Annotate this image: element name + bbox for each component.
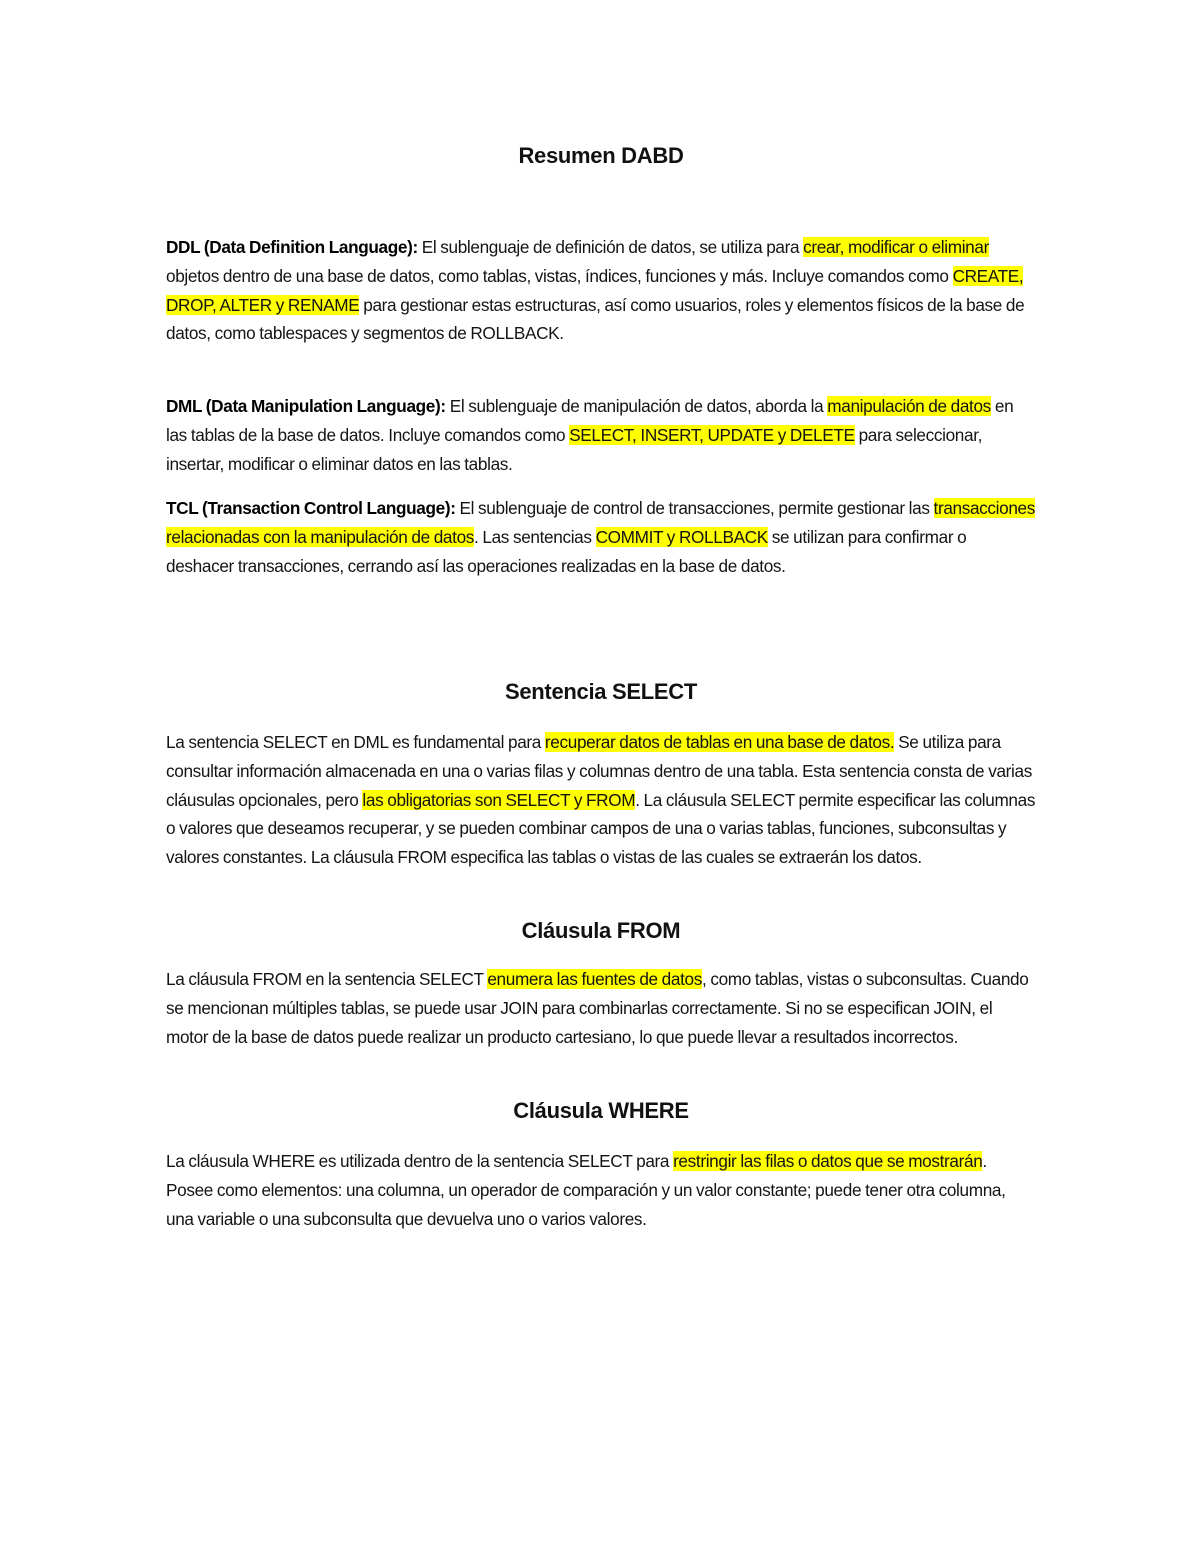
text: El sublenguaje de manipulación de datos, aborda la bbox=[445, 396, 828, 416]
text: para gestionar estas estructuras, así como usuarios, roles y elementos físicos de la base de datos, como tablespaces y segmentos de ROLLBACK. bbox=[166, 294, 1025, 344]
text: , como tablas, vistas o subconsultas. Cuando se mencionan múltiples tablas, se puede usar JOIN para combinarlas correctamente. Si no se especifican JOIN, el motor de la base de datos puede realizar un producto cartesiano, lo que puede llevar a resultados incorrectos. bbox=[166, 969, 1029, 1047]
text: Se utiliza para consultar información almacenada en una o varias filas y columnas dentro de una tabla. Esta sentencia consta de varias cláusulas opcionales, pero bbox=[166, 732, 1032, 810]
highlighted-text: restringir las filas o datos que se mostrarán bbox=[673, 1151, 983, 1171]
text: . Las sentencias bbox=[474, 526, 596, 547]
highlighted-text: crear, modificar o eliminar bbox=[803, 237, 989, 257]
text: para seleccionar, insertar, modificar o eliminar datos en las tablas. bbox=[166, 424, 983, 474]
term-tcl: TCL (Transaction Control Language): bbox=[166, 498, 456, 518]
highlighted-text: CREATE, DROP, ALTER y RENAME bbox=[166, 265, 1024, 315]
text: en las tablas de la base de datos. Incluye comandos como bbox=[166, 396, 1014, 445]
highlighted-text: manipulación de datos bbox=[827, 396, 991, 416]
paragraph-select bbox=[166, 728, 1036, 872]
paragraph-ddl bbox=[166, 233, 1036, 348]
text: El sublenguaje de definición de datos, se utiliza para bbox=[417, 237, 804, 257]
heading-clausula-where: Cláusula WHERE bbox=[513, 1098, 689, 1123]
heading-clausula-from: Cláusula FROM bbox=[521, 918, 681, 943]
text: se utilizan para confirmar o deshacer transacciones, cerrando así las operaciones realizadas en la base de datos. bbox=[166, 526, 967, 576]
heading-sentencia-select: Sentencia SELECT bbox=[504, 679, 698, 704]
paragraph-where bbox=[166, 1147, 1036, 1233]
text: La sentencia SELECT en DML es fundamental para bbox=[166, 732, 545, 752]
text: La cláusula FROM en la sentencia SELECT bbox=[166, 969, 488, 989]
text: La cláusula WHERE es utilizada dentro de la sentencia SELECT para bbox=[166, 1151, 674, 1171]
paragraph-from bbox=[166, 965, 1036, 1051]
highlighted-text: SELECT, INSERT, UPDATE y DELETE bbox=[569, 424, 855, 445]
paragraph-dml bbox=[166, 392, 1036, 478]
text: El sublenguaje de control de transacciones, permite gestionar las bbox=[455, 498, 934, 518]
highlighted-text: las obligatorias son SELECT y FROM bbox=[362, 789, 636, 810]
highlighted-text: enumera las fuentes de datos bbox=[487, 969, 702, 989]
highlighted-text: COMMIT y ROLLBACK bbox=[595, 526, 768, 547]
page-title: Resumen DABD bbox=[518, 143, 684, 168]
text: . La cláusula SELECT permite especificar las columnas o valores que deseamos recuperar, y se pueden combinar campos de una o varias tablas, funciones, subconsultas y valores constantes. La cláusula FROM especifica las tablas o vistas de las cuales se extraerán los datos. bbox=[166, 789, 1036, 868]
paragraph-tcl bbox=[166, 494, 1036, 580]
text: objetos dentro de una base de datos, como tablas, vistas, índices, funciones y más. Incluye comandos como bbox=[166, 265, 953, 286]
term-ddl: DDL (Data Definition Language): bbox=[166, 237, 418, 257]
highlighted-text: transacciones relacionadas con la manipulación de datos bbox=[166, 498, 1036, 547]
highlighted-text: recuperar datos de tablas en una base de datos. bbox=[544, 732, 895, 752]
term-dml: DML (Data Manipulation Language): bbox=[166, 396, 446, 416]
text: . Posee como elementos: una columna, un operador de comparación y un valor constante; puede tener otra columna, una variable o una subconsulta que devuelva uno o varios valores. bbox=[166, 1151, 1006, 1229]
